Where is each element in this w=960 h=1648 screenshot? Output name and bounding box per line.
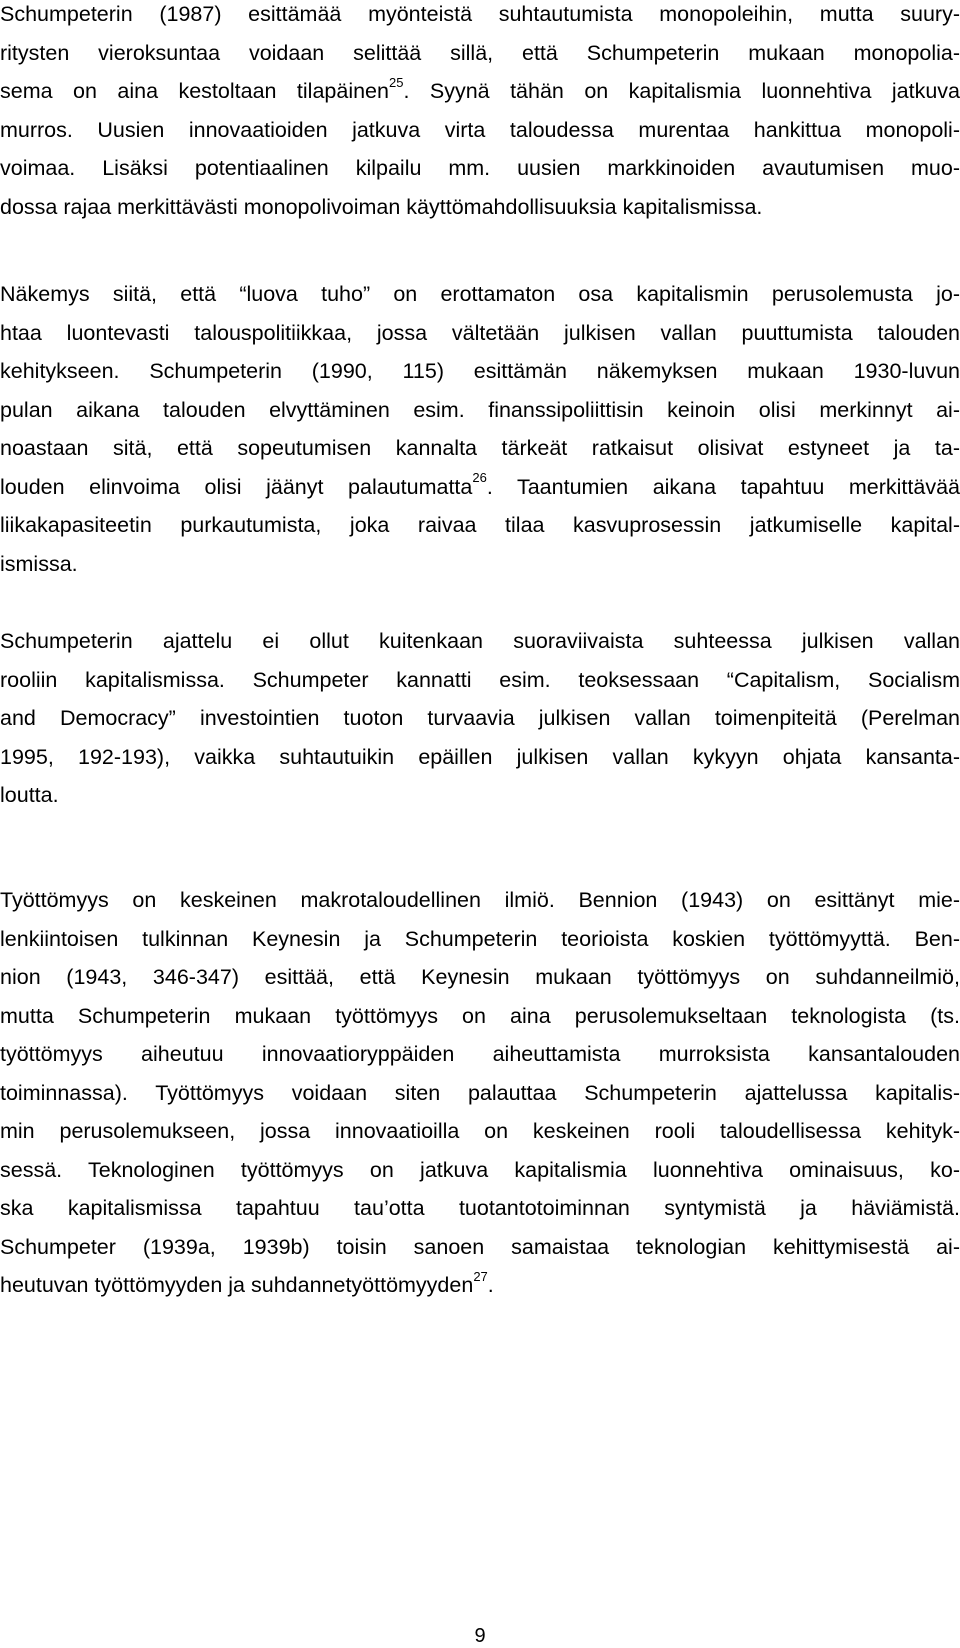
line-text: . — [487, 1273, 494, 1297]
text-line: and Democracy” investointien tuoton turvaavia julkisen vallan toimenpiteitä (Perelman — [0, 706, 960, 730]
text-line: ritysten vieroksuntaa voidaan selittää sillä, että Schumpeterin mukaan monopolia- — [0, 40, 960, 65]
text-line: mutta Schumpeterin mukaan työttömyys on aina perusolemukseltaan teknologista (ts. — [0, 1003, 960, 1028]
text-line: sessä. Teknologinen työttömyys on jatkuva kapitalismia luonnehtiva ominaisuus, ko- — [0, 1157, 960, 1182]
text-line — [0, 74, 960, 105]
text-line: ska kapitalismissa tapahtuu tau’otta tuotantotoiminnan syntymistä ja häviämistä. — [0, 1196, 960, 1220]
line-text: sema on aina kestoltaan tilapäinen — [0, 79, 389, 103]
text-line: pulan aikana talouden elvyttäminen esim. finanssipoliittisin keinoin olisi merkinnyt ai- — [0, 397, 960, 422]
text-line: Schumpeterin ajattelu ei ollut kuitenkaan suoraviivaista suhteessa julkisen vallan — [0, 629, 960, 653]
text-line: murros. Uusien innovaatioiden jatkuva virta taloudessa murentaa hankittua monopoli- — [0, 117, 960, 142]
text-line: rooliin kapitalismissa. Schumpeter kannatti esim. teoksessaan “Capitalism, Socialism — [0, 667, 960, 692]
text-line: ismissa. — [0, 551, 78, 576]
line-text: louden elinvoima olisi jäänyt palautumatta — [0, 474, 473, 499]
text-line: liikakapasiteetin purkautumista, joka raivaa tilaa kasvuprosessin jatkumiselle kapital- — [0, 513, 960, 537]
text-line: toiminnassa). Työttömyys voidaan siten palauttaa Schumpeterin ajattelussa kapitalis- — [0, 1080, 960, 1105]
page-number: 9 — [474, 1625, 486, 1647]
text-line: 1995, 192-193), vaikka suhtautuikin epäillen julkisen vallan kykyyn ohjata kansanta- — [0, 744, 960, 769]
text-line: lenkiintoisen tulkinnan Keynesin ja Schumpeterin teorioista koskien työttömyyttä. Ben- — [0, 926, 960, 951]
line-text: . Taantumien aikana tapahtuu merkittävää — [486, 474, 960, 499]
text-line: Näkemys siitä, että “luova tuho” on erottamaton osa kapitalismin perusolemusta jo- — [0, 282, 960, 306]
text-line: työttömyys aiheutuu innovaatioryppäiden aiheuttamista murroksista kansantalouden — [0, 1042, 960, 1066]
text-line — [0, 470, 960, 501]
text-line: kehitykseen. Schumpeterin (1990, 115) esittämän näkemyksen mukaan 1930-luvun — [0, 359, 960, 383]
text-line: voimaa. Lisäksi potentiaalinen kilpailu mm. uusien markkinoiden avautumisen muo- — [0, 156, 960, 180]
text-line: loutta. — [0, 783, 59, 807]
footnote-marker: 25 — [388, 74, 404, 90]
text-line: Schumpeter (1939a, 1939b) toisin sanoen samaistaa teknologian kehittymisestä ai- — [0, 1234, 960, 1259]
text-line: noastaan sitä, että sopeutumisen kannalta tärkeät ratkaisut olisivat estyneet ja ta- — [0, 436, 960, 460]
text-line: dossa rajaa merkittävästi monopolivoiman käyttömahdollisuuksia kapitalismissa. — [0, 194, 763, 219]
line-text: . Syynä tähän on kapitalismia luonnehtiva jatkuva — [403, 79, 960, 103]
text-line: min perusolemukseen, jossa innovaatioilla on keskeinen rooli taloudellisessa kehityk- — [0, 1119, 960, 1143]
line-text: heutuvan työttömyyden ja suhdannetyöttömyyden — [0, 1273, 474, 1297]
footnote-marker: 26 — [472, 470, 487, 486]
footnote-marker: 27 — [473, 1268, 488, 1284]
text-line: Schumpeterin (1987) esittämää myönteistä suhtautumista monopoleihin, mutta suury- — [0, 2, 960, 26]
text-line: htaa luontevasti talouspolitiikkaa, jossa vältetään julkisen vallan puuttumista talouden — [0, 320, 960, 345]
text-line: Työttömyys on keskeinen makrotaloudellinen ilmiö. Bennion (1943) on esittänyt mie- — [0, 888, 960, 912]
text-line: nion (1943, 346-347) esittää, että Keynesin mukaan työttömyys on suhdanneilmiö, — [0, 965, 960, 989]
text-line — [0, 1268, 960, 1299]
